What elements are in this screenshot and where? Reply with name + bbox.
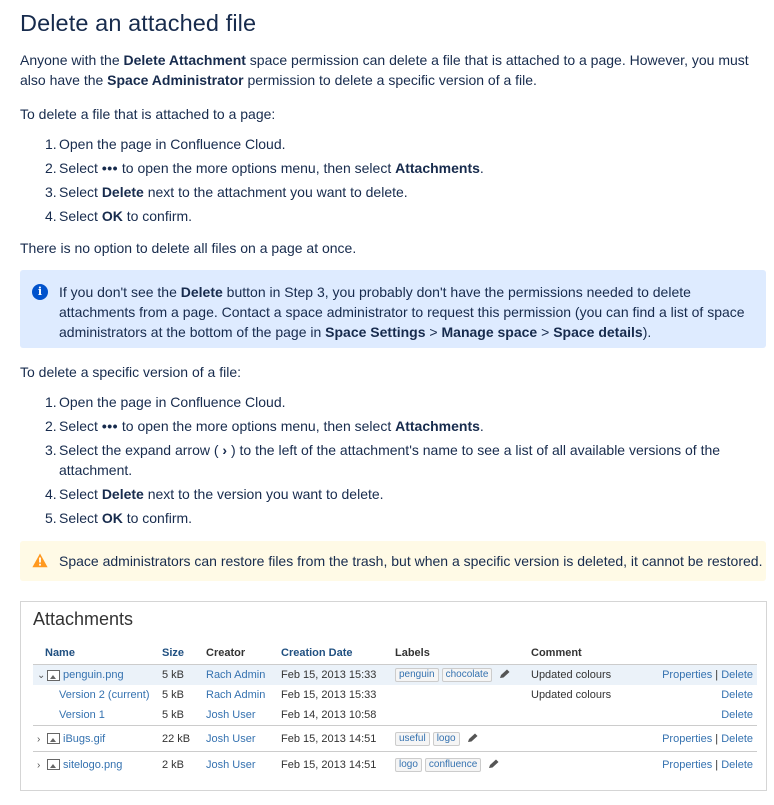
date-cell: Feb 15, 2013 15:33 bbox=[277, 665, 391, 686]
column-header-size[interactable]: Size bbox=[162, 647, 185, 659]
info-bold: Delete bbox=[180, 284, 223, 300]
labels-cell bbox=[391, 726, 527, 752]
attachments-title: Attachments bbox=[33, 609, 134, 629]
creator-link[interactable]: Josh User bbox=[206, 709, 256, 721]
label-tag[interactable]: confluence bbox=[425, 758, 481, 772]
page-title: Delete an attached file bbox=[20, 10, 257, 36]
table-row bbox=[33, 665, 757, 686]
step-text: Select bbox=[59, 160, 102, 176]
step-item bbox=[20, 182, 739, 202]
version-link[interactable]: Version 1 bbox=[59, 709, 105, 721]
comment-cell bbox=[527, 705, 637, 726]
column-header-name[interactable]: Name bbox=[45, 647, 75, 659]
column-header-creator: Creator bbox=[206, 647, 246, 659]
intro-text-3: permission to delete a specific version of a file. bbox=[243, 72, 537, 88]
intro-bold-space-admin: Space Administrator bbox=[107, 72, 244, 88]
delete-link[interactable]: Delete bbox=[721, 709, 753, 721]
info-bold: Space Settings bbox=[325, 324, 426, 340]
image-file-icon bbox=[47, 759, 60, 770]
step-number: 5. bbox=[45, 510, 57, 526]
step-item bbox=[20, 206, 739, 226]
step-item bbox=[20, 416, 739, 436]
info-text: > bbox=[537, 324, 554, 340]
step-text: Select bbox=[59, 184, 102, 200]
info-bold: Manage space bbox=[441, 324, 538, 340]
labels-cell bbox=[391, 685, 527, 705]
attachment-link[interactable]: sitelogo.png bbox=[63, 758, 123, 771]
intro-paragraph bbox=[20, 50, 760, 90]
delete-link[interactable]: Delete bbox=[721, 669, 753, 681]
label-tag[interactable]: logo bbox=[433, 732, 460, 746]
more-options-icon: ••• bbox=[101, 418, 119, 434]
size-cell: 5 kB bbox=[158, 665, 202, 686]
properties-link[interactable]: Properties bbox=[662, 669, 713, 681]
step-number: 4. bbox=[45, 208, 57, 224]
image-file-icon bbox=[47, 670, 60, 681]
more-options-icon: ••• bbox=[101, 160, 119, 176]
step-item bbox=[20, 484, 739, 504]
actions-cell bbox=[637, 726, 757, 752]
step-text: to confirm. bbox=[122, 208, 193, 224]
attachment-link[interactable]: iBugs.gif bbox=[63, 732, 106, 745]
actions-cell bbox=[637, 685, 757, 705]
expand-caret-icon[interactable]: › bbox=[37, 759, 41, 771]
label-tag[interactable]: chocolate bbox=[442, 668, 493, 682]
step-text: Select bbox=[59, 510, 102, 526]
step-item bbox=[20, 158, 739, 178]
delete-link[interactable]: Delete bbox=[721, 758, 753, 771]
table-row bbox=[33, 726, 757, 752]
date-cell: Feb 14, 2013 10:58 bbox=[281, 709, 377, 721]
action-separator: | bbox=[715, 732, 719, 745]
table-row bbox=[33, 752, 757, 778]
step-item bbox=[20, 440, 739, 480]
step-item bbox=[20, 134, 739, 154]
warning-icon bbox=[32, 553, 48, 568]
size-cell: 5 kB bbox=[162, 689, 185, 701]
delete-link[interactable]: Delete bbox=[721, 732, 753, 745]
step-number: 3. bbox=[45, 442, 57, 458]
attachment-name-cell bbox=[33, 752, 158, 778]
step-text: Open the page in Confluence Cloud. bbox=[59, 136, 286, 152]
table-row bbox=[33, 705, 757, 726]
info-bold: Space details bbox=[553, 324, 643, 340]
step-number: 2. bbox=[45, 160, 57, 176]
image-file-icon bbox=[47, 733, 60, 744]
label-tag[interactable]: logo bbox=[395, 758, 422, 772]
step-bold: Attachments bbox=[395, 418, 480, 434]
creator-link[interactable]: Josh User bbox=[202, 726, 277, 752]
creator-link[interactable]: Rach Admin bbox=[206, 689, 266, 701]
step-text: ) to the left of the attachment's name to see a list of all available versions of the attachment. bbox=[59, 442, 721, 478]
size-cell: 2 kB bbox=[158, 752, 202, 778]
expand-arrow-icon: › bbox=[222, 442, 228, 458]
expand-caret-icon[interactable]: › bbox=[37, 733, 41, 745]
warning-text: Space administrators can restore files from the trash, but when a specific version is deleted, it cannot be restored. bbox=[59, 553, 763, 569]
info-text: > bbox=[425, 324, 442, 340]
properties-link[interactable]: Properties bbox=[662, 758, 713, 771]
actions-cell bbox=[637, 705, 757, 726]
comment-cell: Updated colours bbox=[531, 689, 612, 701]
edit-labels-icon[interactable] bbox=[499, 669, 511, 679]
column-header-creation-date[interactable]: Creation Date bbox=[281, 647, 353, 659]
no-option-text: There is no option to delete all files on a page at once. bbox=[20, 240, 357, 256]
labels-cell bbox=[391, 665, 527, 686]
step-text: . bbox=[479, 160, 484, 176]
step-text: Open the page in Confluence Cloud. bbox=[59, 394, 286, 410]
info-panel-text bbox=[59, 282, 759, 342]
attachment-link[interactable]: penguin.png bbox=[63, 669, 124, 681]
creator-link[interactable]: Rach Admin bbox=[202, 665, 277, 686]
column-header-comment: Comment bbox=[531, 647, 582, 659]
warning-panel bbox=[20, 541, 766, 581]
size-cell: 5 kB bbox=[162, 709, 185, 721]
labels-cell bbox=[391, 752, 527, 778]
step-number: 2. bbox=[45, 418, 57, 434]
label-tag[interactable]: penguin bbox=[395, 668, 439, 682]
step-item bbox=[20, 392, 739, 412]
column-header-actions bbox=[637, 642, 757, 665]
attachment-name-cell bbox=[33, 726, 158, 752]
properties-link[interactable]: Properties bbox=[662, 732, 713, 745]
action-separator: | bbox=[715, 669, 719, 681]
step-text: to open the more options menu, then select bbox=[118, 160, 396, 176]
info-panel bbox=[20, 270, 766, 348]
intro-text-1: Anyone with the bbox=[20, 52, 124, 68]
actions-cell bbox=[637, 752, 757, 778]
action-separator: | bbox=[715, 758, 719, 771]
table-row bbox=[33, 685, 757, 705]
delete-link[interactable]: Delete bbox=[721, 689, 753, 701]
step-number: 1. bbox=[45, 394, 57, 410]
actions-cell bbox=[637, 665, 757, 686]
step-bold: Attachments bbox=[395, 160, 480, 176]
step-text: Select bbox=[59, 418, 102, 434]
step-bold: Delete bbox=[101, 184, 144, 200]
step-number: 3. bbox=[45, 184, 57, 200]
creator-link[interactable]: Josh User bbox=[202, 752, 277, 778]
size-cell: 22 kB bbox=[158, 726, 202, 752]
comment-cell: Updated colours bbox=[527, 665, 637, 686]
step-text: . bbox=[479, 418, 484, 434]
step-number: 4. bbox=[45, 486, 57, 502]
column-header-labels: Labels bbox=[395, 647, 430, 659]
attachment-name-cell bbox=[33, 665, 158, 686]
edit-labels-icon[interactable] bbox=[467, 733, 479, 743]
delete-version-steps bbox=[20, 392, 739, 532]
intro-bold-delete-attachment: Delete Attachment bbox=[123, 52, 246, 68]
step-text: to open the more options menu, then select bbox=[118, 418, 396, 434]
step-bold: OK bbox=[101, 510, 123, 526]
info-text: button in Step 3, you probably don't have the permissions needed to delete attachments from a page. Contact a space administrator to request this permission (you can find a list of space administrators at the bottom of the page in bbox=[59, 284, 745, 340]
info-text: If you don't see the bbox=[59, 284, 181, 300]
edit-labels-icon[interactable] bbox=[488, 759, 500, 769]
comment-cell bbox=[527, 752, 637, 778]
delete-file-steps bbox=[20, 134, 739, 230]
label-tag[interactable]: useful bbox=[395, 732, 430, 746]
expand-caret-icon[interactable]: ⌄ bbox=[37, 670, 46, 681]
delete-file-heading: To delete a file that is attached to a page: bbox=[20, 106, 276, 122]
version-link[interactable]: Version 2 (current) bbox=[59, 689, 150, 701]
comment-cell bbox=[527, 726, 637, 752]
step-text: Select bbox=[59, 208, 102, 224]
step-number: 1. bbox=[45, 136, 57, 152]
date-cell: Feb 15, 2013 14:51 bbox=[277, 752, 391, 778]
step-bold: OK bbox=[101, 208, 123, 224]
step-text: to confirm. bbox=[122, 510, 193, 526]
intro-text-2: space permission can delete a file that is attached to a page. However, you must also have the bbox=[20, 52, 749, 88]
step-text: next to the attachment you want to delete. bbox=[143, 184, 408, 200]
step-bold: Delete bbox=[101, 486, 144, 502]
attachments-header-row bbox=[33, 642, 757, 665]
date-cell: Feb 15, 2013 15:33 bbox=[281, 689, 377, 701]
labels-cell bbox=[391, 705, 527, 726]
attachments-macro bbox=[20, 601, 767, 791]
step-item bbox=[20, 508, 739, 528]
attachments-table bbox=[33, 642, 757, 777]
step-text: Select the expand arrow ( bbox=[59, 442, 223, 458]
delete-version-heading: To delete a specific version of a file: bbox=[20, 364, 242, 380]
info-text: ). bbox=[642, 324, 652, 340]
info-icon: i bbox=[32, 284, 48, 300]
step-text: next to the version you want to delete. bbox=[143, 486, 384, 502]
date-cell: Feb 15, 2013 14:51 bbox=[277, 726, 391, 752]
step-text: Select bbox=[59, 486, 102, 502]
